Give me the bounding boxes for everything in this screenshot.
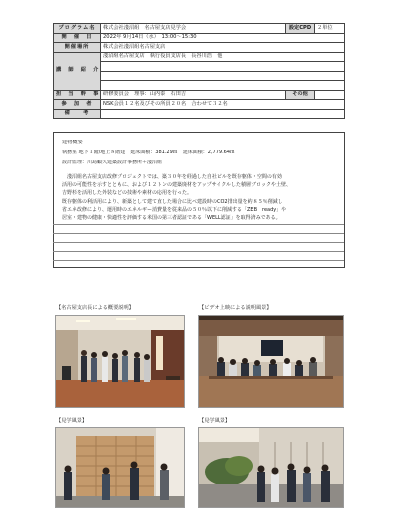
date-value: 2022年 9月14日（水） 13:00～15:30 (101, 33, 345, 43)
other-value (315, 90, 345, 100)
paragraph-line: 省エネ改修により、運用時のエネルギー消費量を従来品の５０％以下に削減する「ZEB ready」や (62, 206, 287, 213)
attendees-label: 参 加 者 (54, 100, 101, 110)
ruled-line (53, 251, 344, 252)
photo-tour-2 (198, 427, 344, 508)
ruled-line (53, 260, 344, 261)
photo-briefing (55, 315, 185, 408)
program-label: プログラム名 (54, 24, 101, 34)
lecturer-value: 淺沼組名古屋支店 執行役員支店長 長谷川浩 他 (101, 52, 345, 62)
description-paragraph (62, 173, 344, 222)
venue-value: 株式会社淺沼組名古屋支店 (101, 43, 345, 53)
paragraph-line: 吉野杉を活用した外装などの技術や素材の応用を行った。 (62, 190, 193, 197)
lecturer-blank-row (101, 81, 345, 91)
photo-caption-3: 【見学風景】 (56, 418, 88, 424)
date-label: 開 催 日 (54, 33, 101, 43)
cpd-value: ２単位 (315, 24, 345, 34)
ruled-line (53, 242, 344, 243)
attendees-value: NSK会員１２名及びその所員２０名 合わせて３２名 (101, 100, 345, 110)
organizer-label: 担 当 幹 事 (54, 90, 101, 100)
paragraph-line: 活用の可能性を示すとともに、および１２トンの建築廃材をアップサイクルした積層ブロックや土壁、 (62, 182, 291, 189)
paragraph-line: 既存躯体の利活用により、新築として建て直した場合に比べ建設時のCO2排出量を約８５％削減し (62, 198, 283, 205)
photo-caption-4: 【見学風景】 (199, 418, 231, 424)
lecturer-blank-row (101, 62, 345, 72)
program-value: 株式会社淺沼組 名古屋支店見学会 (101, 24, 286, 34)
organizer-value: 研修委員会 理事：山内泰 石田吉 (101, 90, 286, 100)
notes-value (101, 109, 345, 119)
photo-tour-1 (55, 427, 185, 508)
photo-caption-2: 【ビデオ上映による説明風景】 (199, 305, 272, 311)
lecturer-label: 講 師 紹 介 (54, 52, 101, 90)
lecturer-blank-row (101, 71, 345, 81)
overview-line-2: 設計監理：川島顧久建築設計事務所＋淺沼組 (62, 160, 163, 165)
venue-label: 開催場所 (54, 43, 101, 53)
paragraph-line: 淺沼組名古屋支店改修プロジェクトでは、築３０年を経過した自社ビルを既存躯体・空間の有効 (62, 174, 282, 180)
ruled-line (53, 233, 344, 234)
overview-line-1: 執務室 地下１階/地上８階建 延床面積：381.29㎡ 延床面積：2,779.64㎡ (62, 150, 236, 155)
cpd-label: 設定CPD (286, 24, 315, 34)
other-label: その他 (286, 90, 315, 100)
info-table (53, 23, 345, 119)
paragraph-line: 居室・建物の健康・快適性を評価する米国の第三者認証である「WELL認証」を取得済みである。 (62, 215, 281, 222)
notes-label: 備 考 (54, 109, 101, 119)
overview-heading: 建物概要 (62, 140, 83, 145)
photo-video-screening (198, 315, 344, 408)
photo-caption-1: 【名古屋支店長による概要説明】 (56, 305, 134, 311)
ruled-line (53, 224, 344, 225)
